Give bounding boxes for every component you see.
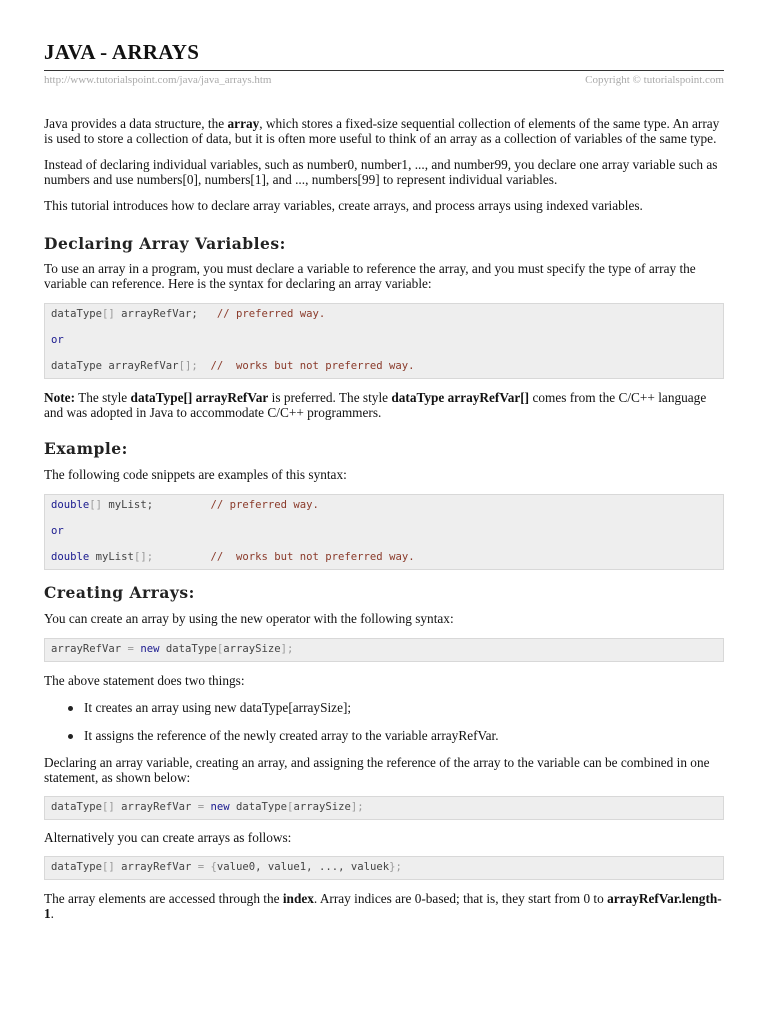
note-paragraph: Note: The style dataType[] arrayRefVar is preferred. The style dataType arrayRefVar[] comes from the C/C++ language and was adopted in Java to accommodate C/C++ programmers. xyxy=(44,390,707,420)
declaring-paragraph: To use an array in a program, you must declare a variable to reference the array, and you must specify the type of array the variable can reference. Here is the syntax for declaring an array variable: xyxy=(44,260,696,291)
heading-example: Example: xyxy=(44,439,128,459)
document-page xyxy=(44,40,724,921)
code-line: or xyxy=(51,524,64,537)
code-line: double myList[]; // works but not preferred way. xyxy=(51,550,415,563)
code-block-literal xyxy=(44,856,724,880)
source-url[interactable]: http://www.tutorialspoint.com/java/java_arrays.htm xyxy=(44,74,272,86)
code-line: dataType[] arrayRefVar = new dataType[arraySize]; xyxy=(51,800,364,813)
access-paragraph: The array elements are accessed through the index. Array indices are 0-based; that is, they start from 0 to arrayRefVar.length-1. xyxy=(44,891,722,921)
code-line: dataType arrayRefVar[]; // works but not preferred way. xyxy=(51,360,415,373)
bullet-list xyxy=(44,701,724,743)
code-line: double[] myList; // preferred way. xyxy=(51,498,319,511)
list-item: It assigns the reference of the newly created array to the variable arrayRefVar. xyxy=(44,729,724,744)
intro-paragraph-1: Java provides a data structure, the array, which stores a fixed-size sequential collection of elements of the same type. An array is used to store a collection of data, but it is often more useful to think of an array as a collection of variables of the same type. xyxy=(44,116,720,146)
heading-declaring: Declaring Array Variables: xyxy=(44,233,286,253)
code-block-combined xyxy=(44,796,724,820)
code-line: dataType[] arrayRefVar; // preferred way. xyxy=(51,308,326,321)
code-line: or xyxy=(51,334,64,347)
code-block-declaring xyxy=(44,303,724,379)
bold-term-array: array xyxy=(227,116,260,131)
creating-paragraph: You can create an array by using the new operator with the following syntax: xyxy=(44,610,454,626)
copyright-notice: Copyright © tutorialspoint.com xyxy=(585,74,724,86)
intro-paragraph-3: This tutorial introduces how to declare array variables, create arrays, and process arrays using indexed variables. xyxy=(44,198,643,214)
code-block-create xyxy=(44,638,724,662)
bullet-icon xyxy=(68,734,73,739)
alternative-paragraph: Alternatively you can create arrays as follows: xyxy=(44,829,292,845)
code-line: dataType[] arrayRefVar = {value0, value1, ..., valuek}; xyxy=(51,861,402,874)
intro-paragraph-2: Instead of declaring individual variables, such as number0, number1, ..., and number99, you declare one array variable such as numbers and use numbers[0], numbers[1], and ..., numbers[99] to represent individual variables. xyxy=(44,157,718,187)
heading-creating: Creating Arrays: xyxy=(44,582,195,602)
url-bar xyxy=(44,74,724,86)
list-item: It creates an array using new dataType[arraySize]; xyxy=(44,701,724,716)
code-line: arrayRefVar = new dataType[arraySize]; xyxy=(51,642,294,655)
page-title: JAVA - ARRAYS xyxy=(44,40,724,71)
statement-paragraph: The above statement does two things: xyxy=(44,672,245,688)
combined-paragraph: Declaring an array variable, creating an array, and assigning the reference of the array to the variable can be combined in one statement, as shown below: xyxy=(44,755,710,785)
code-block-example xyxy=(44,494,724,570)
bullet-icon xyxy=(68,706,73,711)
example-paragraph: The following code snippets are examples of this syntax: xyxy=(44,467,347,483)
